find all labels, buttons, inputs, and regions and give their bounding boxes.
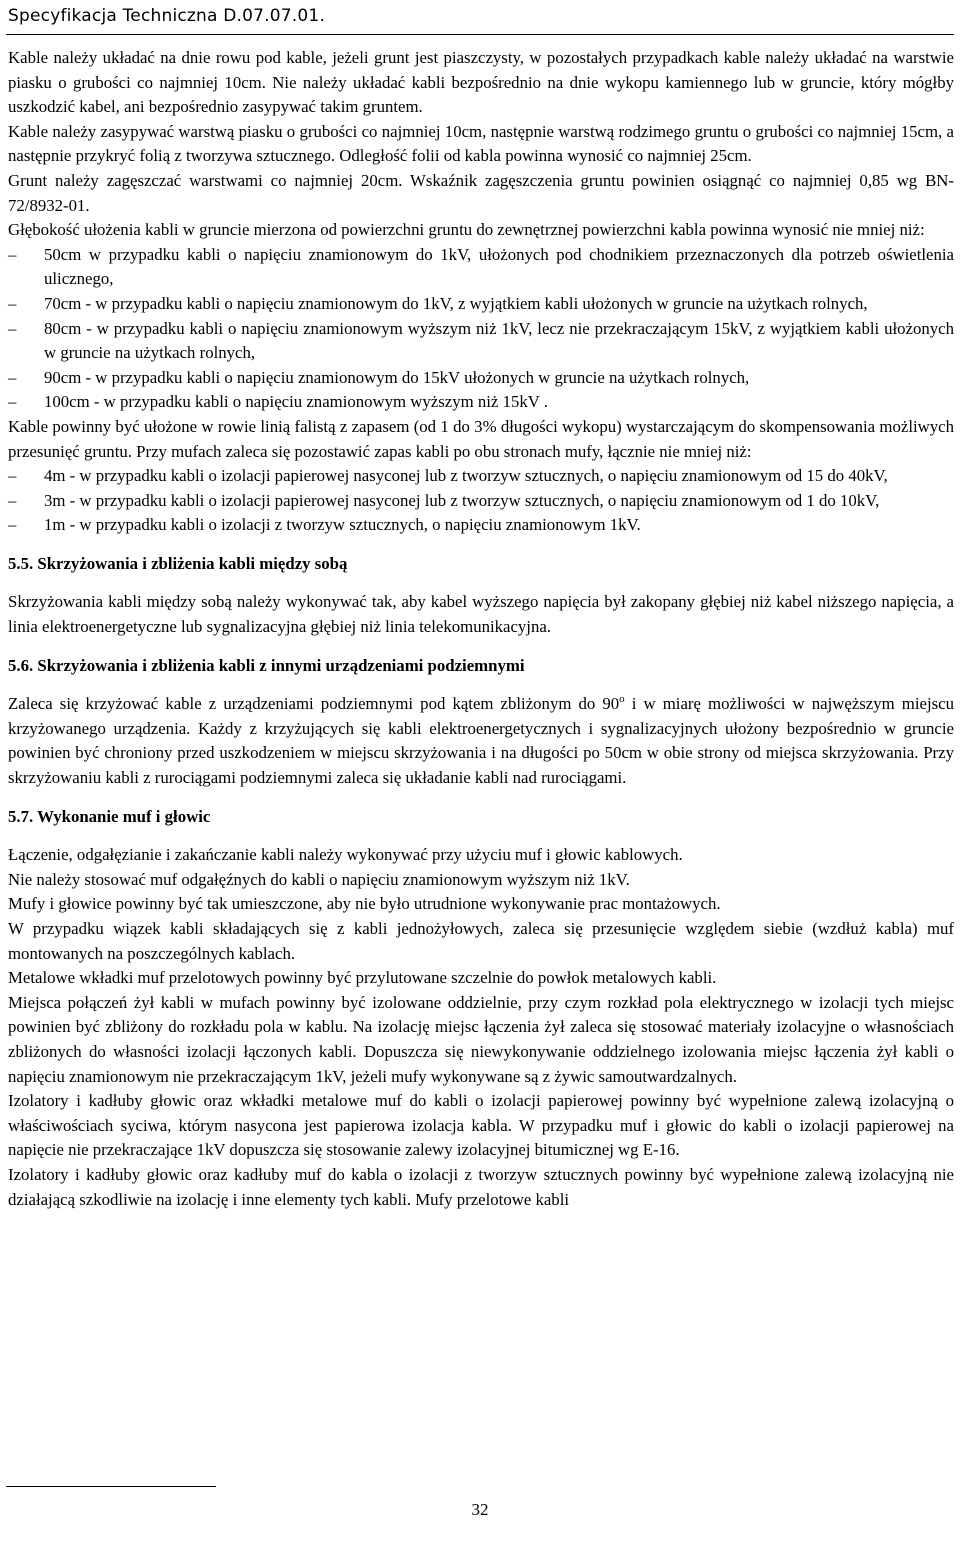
dash-bullet: – — [8, 244, 17, 264]
paragraph-backfill: Kable należy zasypywać warstwą piasku o grubości co najmniej 10cm, następnie warstwą rodzimego gruntu o grubości co najmniej 15cm, a następnie przykryć folią z tworzywa sztucznego. Odległość folii od kabla powinna wynosić co najmniej 25cm. — [8, 121, 954, 166]
list-item-text: 80cm - w przypadku kabli o napięciu znamionowym wyższym niż 1kV, lecz nie przekraczającym 15kV, z wyjątkiem kabli ułożonych w gruncie na użytkach rolnych, — [44, 318, 954, 363]
dash-bullet: – — [8, 293, 17, 313]
section-heading-5-6: 5.6. Skrzyżowania i zbliżenia kabli z innymi urządzeniami podziemnymi — [8, 655, 525, 675]
dash-bullet: – — [8, 392, 17, 412]
list-item-text: 100cm - w przypadku kabli o napięciu znamionowym wyższym niż 15kV . — [44, 392, 548, 412]
reserve-list — [8, 464, 954, 538]
paragraph-crossing-underground — [8, 692, 954, 790]
page-number: 32 — [471, 1500, 489, 1519]
section-heading-5-5: 5.5. Skrzyżowania i zbliżenia kabli między sobą — [8, 553, 348, 573]
paragraph-cable-laying: Kable należy układać na dnie rowu pod kable, jeżeli grunt jest piaszczysty, w pozostałych przypadkach kable należy układać na warstwie piasku o grubości co najmniej 10cm. Nie należy układać kabli bezpośrednio na dnie wykopu kamiennego lub w gruncie, który mógłby uszkodzić kabel, ani bezpośrednio zasypywać takim gruntem. — [8, 48, 954, 117]
paragraph-joints-5: Metalowe wkładki muf przelotowych powinny być przylutowane szczelnie do powłok metalowych kabli. — [8, 968, 717, 988]
footer-rule — [6, 1486, 216, 1487]
paragraph-joints-7: Izolatory i kadłuby głowic oraz wkładki metalowe muf do kabli o izolacji papierowej powinny być wypełnione zalewą izolacyjną o właściwościach syciwa, którym nasycona jest papierowa izolacja kabla. W przypadku muf i głowic do kabli o izolacji papierowej na napięcie nie przekraczające 1kV dopuszcza się stosowanie zalewy izolacyjnej bitumicznej wg E-16. — [8, 1091, 954, 1160]
list-item-text: 90cm - w przypadku kabli o napięciu znamionowym do 15kV ułożonych w gruncie na użytkach rolnych, — [44, 367, 750, 387]
dash-bullet: – — [8, 318, 17, 338]
paragraph-joints-1: Łączenie, odgałęzianie i zakańczanie kabli należy wykonywać przy użyciu muf i głowic kablowych. — [8, 845, 683, 865]
list-item-text: 50cm w przypadku kabli o napięciu znamionowym do 1kV, ułożonych pod chodnikiem przeznaczonych dla potrzeb oświetlenia ulicznego, — [44, 244, 954, 289]
text-run: i w miarę możliwości w najwęższym miejscu krzyżowanego urządzenia. Każdy z krzyżujących się kabli elektroenergetycznych i sygnalizacyjnych ułożony bezpośrednio w gruncie powinien być chroniony przed uszkodzeniem w miejscu skrzyżowania i na długości po 50cm w obie strony od miejsca skrzyżowania. Przy skrzyżowaniu kabli z rurociągami podziemnymi zaleca się układanie kabli nad rurociągami. — [8, 694, 954, 788]
list-item — [8, 317, 954, 366]
paragraph-joints-8: Izolatory i kadłuby głowic oraz kadłuby muf do kabla o izolacji z tworzyw sztucznych powinny być wypełnione zalewą izolacyjną nie działającą szkodliwie na izolację i inne elementy tych kabli. Mufy przelotowe kabli — [8, 1164, 954, 1209]
list-item — [8, 513, 954, 538]
list-item — [8, 292, 954, 317]
paragraph-reserve-intro: Kable powinny być ułożone w rowie linią falistą z zapasem (od 1 do 3% długości wykopu) wystarczającym do skompensowania możliwych przesunięć gruntu. Przy mufach zaleca się pozostawić zapas kabli po obu stronach mufy, łącznie nie mniej niż: — [8, 416, 954, 461]
document-body — [8, 46, 954, 1212]
paragraph-compaction: Grunt należy zagęszczać warstwami co najmniej 20cm. Wskaźnik zagęszczenia gruntu powinien osiągnąć co najmniej 0,85 wg BN-72/8932-01. — [8, 170, 954, 215]
paragraph-crossing-cables: Skrzyżowania kabli między sobą należy wykonywać tak, aby kabel wyższego napięcia był zakopany głębiej niż kabel niższego napięcia, a linia elektroenergetyczne lub sygnalizacyjna głębiej niż linia telekomunikacyjna. — [8, 592, 954, 637]
list-item-text: 70cm - w przypadku kabli o napięciu znamionowym do 1kV, z wyjątkiem kabli ułożonych w gruncie na użytkach rolnych, — [44, 293, 868, 313]
text-run: Zaleca się krzyżować kable z urządzeniami podziemnymi pod kątem zbliżonym do 90 — [8, 694, 620, 714]
document-header: Specyfikacja Techniczna D.07.07.01. — [8, 6, 326, 26]
list-item-text: 3m - w przypadku kabli o izolacji papierowej nasyconej lub z tworzyw sztucznych, o napięciu znamionowym od 1 do 10kV, — [44, 490, 880, 510]
degree-superscript: o — [619, 693, 625, 706]
paragraph-joints-3: Mufy i głowice powinny być tak umieszczone, aby nie było utrudnione wykonywanie prac montażowych. — [8, 894, 721, 914]
header-rule — [6, 34, 954, 35]
dash-bullet: – — [8, 490, 17, 510]
dash-bullet: – — [8, 515, 17, 535]
list-item-text: 1m - w przypadku kabli o izolacji z tworzyw sztucznych, o napięciu znamionowym 1kV. — [44, 515, 641, 535]
section-heading-5-7: 5.7. Wykonanie muf i głowic — [8, 806, 211, 826]
list-item — [8, 366, 954, 391]
list-item — [8, 243, 954, 292]
paragraph-joints-2: Nie należy stosować muf odgałęźnych do kabli o napięciu znamionowym wyższym niż 1kV. — [8, 869, 630, 889]
paragraph-joints-4: W przypadku wiązek kabli składających się z kabli jednożyłowych, zaleca się przesunięcie względem siebie (wzdłuż kabla) muf montowanych na poszczególnych kablach. — [8, 919, 954, 963]
dash-bullet: – — [8, 466, 17, 486]
depth-list — [8, 243, 954, 415]
list-item — [8, 489, 954, 514]
paragraph-joints-6: Miejsca połączeń żył kabli w mufach powinny być izolowane oddzielnie, przy czym rozkład pola elektrycznego w izolacji tych miejsc powinien być zbliżony do rozkładu pola w kablu. Na izolację miejsc łączenia żył zaleca się stosować materiały izolacyjne o własnościach zbliżonych do własności izolacji łączonych kabli. Dopuszcza się niewykonywanie oddzielnego izolowania miejsc łączenia żył kabli o napięciu znamionowym nie przekraczającym 1kV, jeżeli mufy wykonywane są z żywic samoutwardzalnych. — [8, 992, 954, 1086]
list-item-text: 4m - w przypadku kabli o izolacji papierowej nasyconej lub z tworzyw sztucznych, o napięciu znamionowym od 15 do 40kV, — [44, 466, 888, 486]
list-item — [8, 390, 954, 415]
list-item — [8, 464, 954, 489]
dash-bullet: – — [8, 367, 17, 387]
paragraph-depth-intro: Głębokość ułożenia kabli w gruncie mierzona od powierzchni gruntu do zewnętrznej powierzchni kabla powinna wynosić nie mniej niż: — [8, 220, 925, 240]
